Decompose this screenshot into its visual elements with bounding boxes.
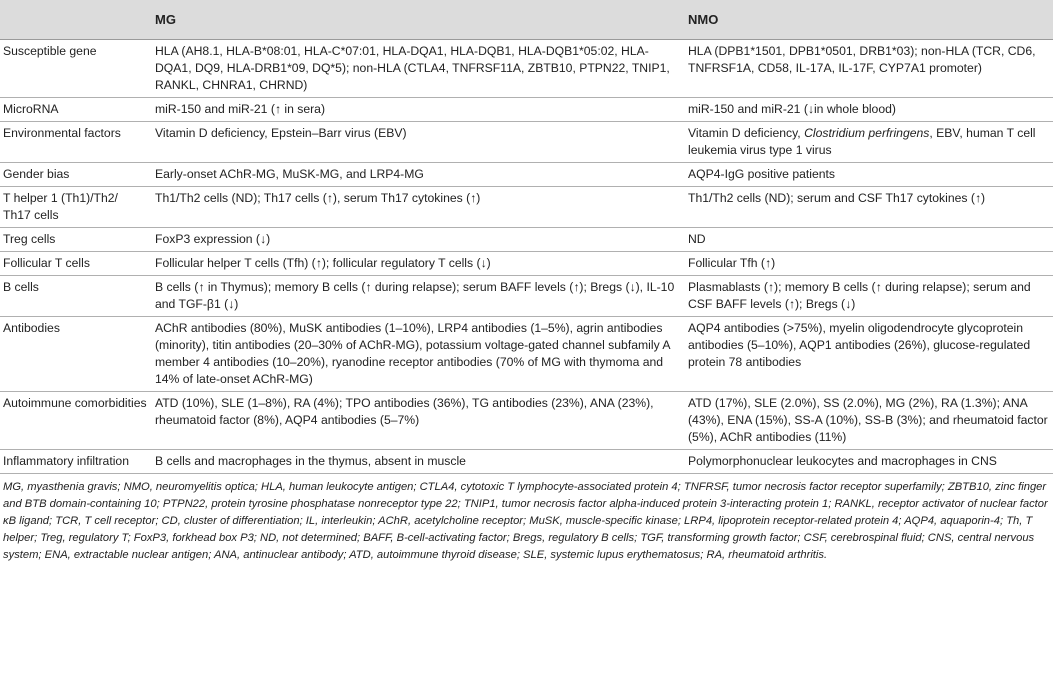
nmo-text-pre: Vitamin D deficiency, — [688, 126, 805, 140]
table-row — [0, 276, 1053, 317]
table-row — [0, 98, 1053, 122]
nmo-cell: ND — [684, 228, 1053, 252]
nmo-text-post: , EBV, human T cell leukemia virus type 1 virus — [688, 126, 1036, 157]
header-empty — [0, 0, 151, 40]
mg-cell: Th1/Th2 cells (ND); Th17 cells (↑), serum Th17 cytokines (↑) — [151, 187, 684, 228]
row-label: Antibodies — [0, 317, 151, 392]
table-row — [0, 40, 1053, 98]
table-row — [0, 317, 1053, 392]
row-label: Follicular T cells — [0, 252, 151, 276]
nmo-text-italic: Clostridium perfringens — [804, 126, 930, 140]
table-row — [0, 163, 1053, 187]
row-label: Environmental factors — [0, 122, 151, 163]
nmo-cell: Follicular Tfh (↑) — [684, 252, 1053, 276]
row-label: Autoimmune comorbidities — [0, 392, 151, 450]
row-label: MicroRNA — [0, 98, 151, 122]
row-label: Susceptible gene — [0, 40, 151, 98]
row-label: Inflammatory infiltration — [0, 450, 151, 474]
table-row — [0, 122, 1053, 163]
nmo-cell: AQP4-IgG positive patients — [684, 163, 1053, 187]
row-label: Gender bias — [0, 163, 151, 187]
table-row — [0, 187, 1053, 228]
row-label: T helper 1 (Th1)/Th2/ Th17 cells — [0, 187, 151, 228]
nmo-cell: AQP4 antibodies (>75%), myelin oligodendrocyte glycoprotein antibodies (5–10%), AQP1 antibodies (26%), glucose-regulated protein 78 antibodies — [684, 317, 1053, 392]
table-row — [0, 252, 1053, 276]
mg-cell: B cells (↑ in Thymus); memory B cells (↑ during relapse); serum BAFF levels (↑); Bregs (↓), IL-10 and TGF-β1 (↓) — [151, 276, 684, 317]
mg-cell: AChR antibodies (80%), MuSK antibodies (1–10%), LRP4 antibodies (1–5%), agrin antibodies (minority), titin antibodies (20–30% of AChR-MG), potassium voltage-gated channel subfamily A member 4 antibodies (10–20%), ryanodine receptor antibodies (70% of MG with thymoma and 14% of late-onset AChR-MG) — [151, 317, 684, 392]
mg-cell: FoxP3 expression (↓) — [151, 228, 684, 252]
header-row — [0, 0, 1053, 40]
row-label: Treg cells — [0, 228, 151, 252]
nmo-cell: Plasmablasts (↑); memory B cells (↑ during relapse); serum and CSF BAFF levels (↑); Bregs (↓) — [684, 276, 1053, 317]
mg-cell: Follicular helper T cells (Tfh) (↑); follicular regulatory T cells (↓) — [151, 252, 684, 276]
table-row — [0, 392, 1053, 450]
nmo-cell — [684, 122, 1053, 163]
nmo-cell: miR-150 and miR-21 (↓in whole blood) — [684, 98, 1053, 122]
table-footnote: MG, myasthenia gravis; NMO, neuromyelitis optica; HLA, human leukocyte antigen; CTLA4, cytotoxic T lymphocyte-associated protein 4; TNFRSF, tumor necrosis factor receptor superfamily; ZBTB10, zinc finger and BTB domain-containing 10; PTPN22, protein tyrosine phosphatase nonreceptor type 22; TNIP1, tumor necrosis factor alpha-induced protein 3-interacting protein 1; RANKL, receptor activator of nuclear factor κB ligand; TCR, T cell receptor; CD, cluster of differentiation; IL, interleukin; AChR, acetylcholine receptor; MuSK, muscle-specific kinase; LRP4, lipoprotein receptor-related protein 4; AQP4, aquaporin-4; Th, T helper; Treg, regulatory T; FoxP3, forkhead box P3; ND, not determined; BAFF, B-cell-activating factor; Bregs, regulatory B cells; TGF, transforming growth factor; CSF, cerebrospinal fluid; CNS, central nervous system; ENA, extractable nuclear antigen; ANA, antinuclear antibody; ATD, autoimmune thyroid disease; SLE, systemic lupus erythematosus; RA, rheumatoid arthritis. — [3, 481, 1048, 561]
table-row — [0, 228, 1053, 252]
mg-cell: miR-150 and miR-21 (↑ in sera) — [151, 98, 684, 122]
header-nmo: NMO — [684, 0, 1053, 40]
mg-cell: Early-onset AChR-MG, MuSK-MG, and LRP4-MG — [151, 163, 684, 187]
mg-cell: HLA (AH8.1, HLA-B*08:01, HLA-C*07:01, HLA-DQA1, HLA-DQB1, HLA-DQB1*05:02, HLA-DQA1, DQ9, HLA-DRB1*09, DQ*5); non-HLA (CTLA4, TNFRSF11A, ZBTB10, PTPN22, TNIP1, RANKL, CHNRA1, CHRND) — [151, 40, 684, 98]
nmo-cell: Polymorphonuclear leukocytes and macrophages in CNS — [684, 450, 1053, 474]
table-row — [0, 450, 1053, 474]
mg-cell: ATD (10%), SLE (1–8%), RA (4%); TPO antibodies (36%), TG antibodies (23%), ANA (23%), rheumatoid factor (8%), AQP4 antibodies (5–7%) — [151, 392, 684, 450]
mg-cell: Vitamin D deficiency, Epstein–Barr virus (EBV) — [151, 122, 684, 163]
header-mg: MG — [151, 0, 684, 40]
row-label: B cells — [0, 276, 151, 317]
nmo-cell: HLA (DPB1*1501, DPB1*0501, DRB1*03); non-HLA (TCR, CD6, TNFRSF1A, CD58, IL-17A, IL-17F, CYP7A1 promoter) — [684, 40, 1053, 98]
mg-cell: B cells and macrophages in the thymus, absent in muscle — [151, 450, 684, 474]
nmo-cell: ATD (17%), SLE (2.0%), SS (2.0%), MG (2%), RA (1.3%); ANA (43%), ENA (15%), SS-A (10%), SS-B (3%); and rheumatoid factor (5%), AChR antibodies (11%) — [684, 392, 1053, 450]
nmo-cell: Th1/Th2 cells (ND); serum and CSF Th17 cytokines (↑) — [684, 187, 1053, 228]
